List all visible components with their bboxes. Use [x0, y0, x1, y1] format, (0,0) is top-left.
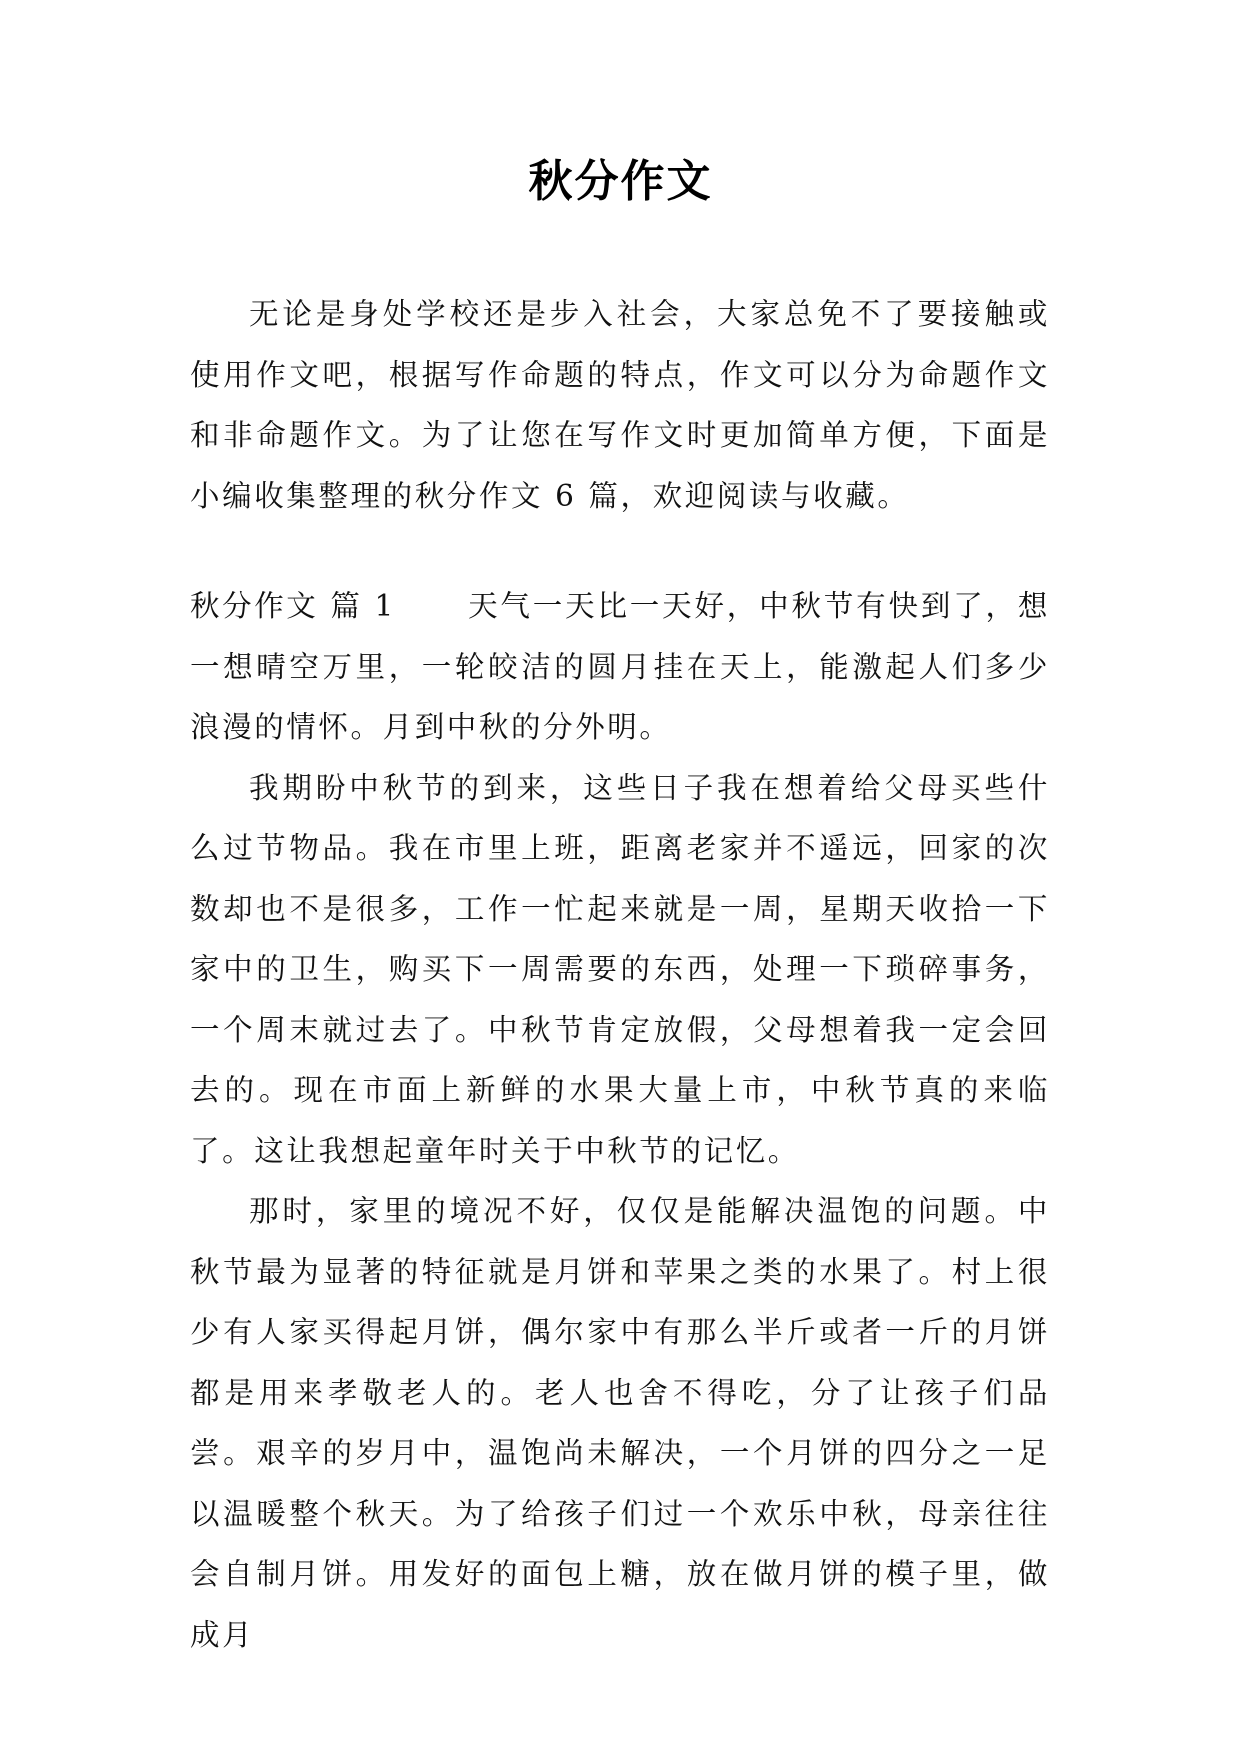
- intro-block: [190, 284, 1050, 526]
- essay-section: [190, 576, 1050, 1665]
- essay-paragraph: 那时，家里的境况不好，仅仅是能解决温饱的问题。中秋节最为显著的特征就是月饼和苹果之类的水果了。村上很少有人家买得起月饼，偶尔家中有那么半斤或者一斤的月饼都是用来孝敬老人的。老人也舍不得吃，分了让孩子们品尝。艰辛的岁月中，温饱尚未解决，一个月饼的四分之一足以温暖整个秋天。为了给孩子们过一个欢乐中秋，母亲往往会自制月饼。用发好的面包上糖，放在做月饼的模子里，做成月: [190, 1194, 1050, 1652]
- document-title: 秋分作文: [528, 156, 713, 207]
- essay-paragraph-text: 天气一天比一天好，中秋节有快到了，想一想晴空万里，一轮皎洁的圆月挂在天上，能激起人们多少浪漫的情怀。月到中秋的分外明。: [190, 589, 1050, 744]
- section-heading: 秋分作文 篇 1: [190, 589, 396, 623]
- intro-paragraph: 无论是身处学校还是步入社会，大家总免不了要接触或使用作文吧，根据写作命题的特点，作文可以分为命题作文和非命题作文。为了让您在写作文时更加简单方便，下面是小编收集整理的秋分作文 6 篇，欢迎阅读与收藏。: [190, 297, 1050, 513]
- essay-paragraph: 我期盼中秋节的到来，这些日子我在想着给父母买些什么过节物品。我在市里上班，距离老家并不遥远，回家的次数却也不是很多，工作一忙起来就是一周，星期天收拾一下家中的卫生，购买下一周需要的东西，处理一下琐碎事务，一个周末就过去了。中秋节肯定放假，父母想着我一定会回去的。现在市面上新鲜的水果大量上市，中秋节真的来临了。这让我想起童年时关于中秋节的记忆。: [190, 770, 1050, 1168]
- essay-paragraph: [190, 576, 1050, 758]
